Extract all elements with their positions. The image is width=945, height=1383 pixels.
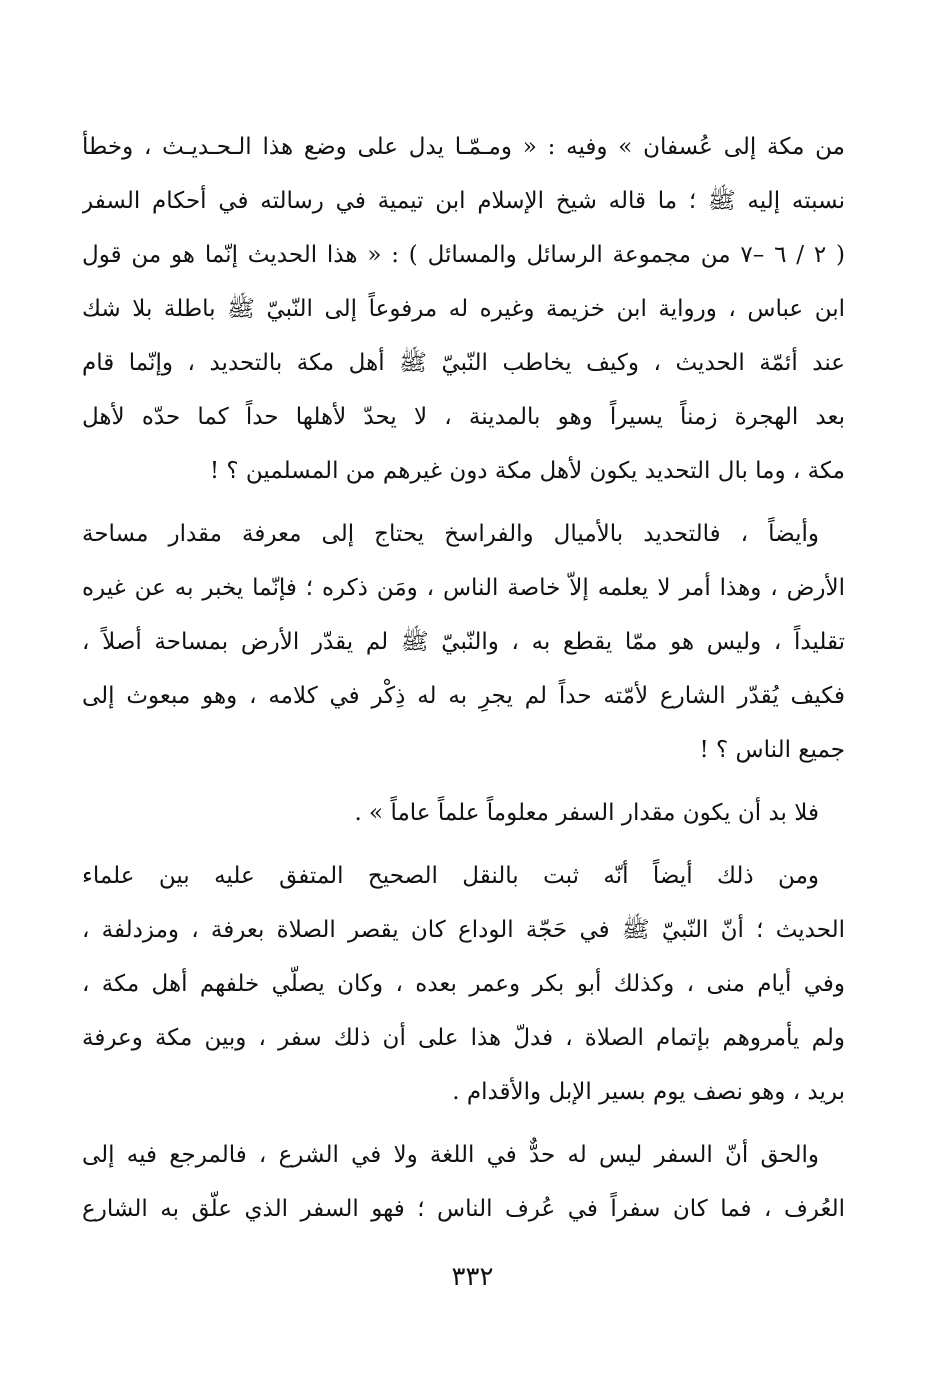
text-line: الحديث ؛ أنّ النّبيّ ﷺ في حَجّة الوداع كان يقصر الصلاة بعرفة ، ومزدلفة ، [82,917,845,943]
text-line: مكة ، وما بال التحديد يكون لأهل مكة دون غيرهم من المسلمين ؟ ! [209,458,845,484]
text-line: جميع الناس ؟ ! [699,737,845,763]
text-line: ابن عباس ، ورواية ابن خزيمة وغيره له مرفوعاً إلى النّبيّ ﷺ باطلة بلا شك [82,296,845,322]
page-number: ٣٣٢ [451,1262,494,1292]
paragraph-1 [82,120,845,498]
text-line: العُرف ، فما كان سفراً في عُرف الناس ؛ فهو السفر الذي علّق به الشارع [82,1196,845,1222]
paragraph-3 [82,786,845,840]
text-line: تقليداً ، وليس هو ممّا يقطع به ، والنّبيّ ﷺ لم يقدّر الأرض بمساحة أصلاً ، [82,629,845,655]
text-line: الأرض ، وهذا أمر لا يعلمه إلاّ خاصة الناس ، ومَن ذكره ؛ فإنّما يخبر به عن غيره [82,575,845,601]
text-line: وأيضاً ، فالتحديد بالأميال والفراسخ يحتاج إلى معرفة مقدار مساحة [82,521,819,547]
text-line: فكيف يُقدّر الشارع لأمّته حداً لم يجرِ به له ذِكْر في كلامه ، وهو مبعوث إلى [82,683,845,709]
paragraph-5 [82,1128,845,1236]
text-line: من مكة إلى عُسفان » وفيه : « ومـمّـا يدل على وضع هذا الـحـديـث ، وخطأ [82,134,845,160]
paragraph-2 [82,507,845,777]
text-line: بريد ، وهو نصف يوم بسير الإبل والأقدام . [452,1079,845,1105]
text-line: ومن ذلك أيضاً أنّه ثبت بالنقل الصحيح المتفق عليه بين علماء [82,863,819,889]
text-line: فلا بد أن يكون مقدار السفر معلوماً علماً عاماً » . [354,800,819,826]
text-line: نسبته إليه ﷺ ؛ ما قاله شيخ الإسلام ابن تيمية في رسالته في أحكام السفر [82,188,845,214]
text-line: ولم يأمروهم بإتمام الصلاة ، فدلّ هذا على أن ذلك سفر ، وبين مكة وعرفة [82,1025,845,1051]
paragraph-4 [82,849,845,1119]
text-line: ( ٢ / ٦ –٧ من مجموعة الرسائل والمسائل ) : « هذا الحديث إنّما هو من قول [82,242,845,268]
text-line: بعد الهجرة زمناً يسيراً وهو بالمدينة ، لا يحدّ لأهلها حداً كما حدّه لأهل [82,404,845,430]
body-text [82,120,845,1236]
text-line: عند أئمّة الحديث ، وكيف يخاطب النّبيّ ﷺ أهل مكة بالتحديد ، وإنّما قام [82,350,845,376]
text-line: والحق أنّ السفر ليس له حدٌّ في اللغة ولا في الشرع ، فالمرجع فيه إلى [82,1142,819,1168]
text-line: وفي أيام منى ، وكذلك أبو بكر وعمر بعده ، وكان يصلّي خلفهم أهل مكة ، [82,971,845,997]
